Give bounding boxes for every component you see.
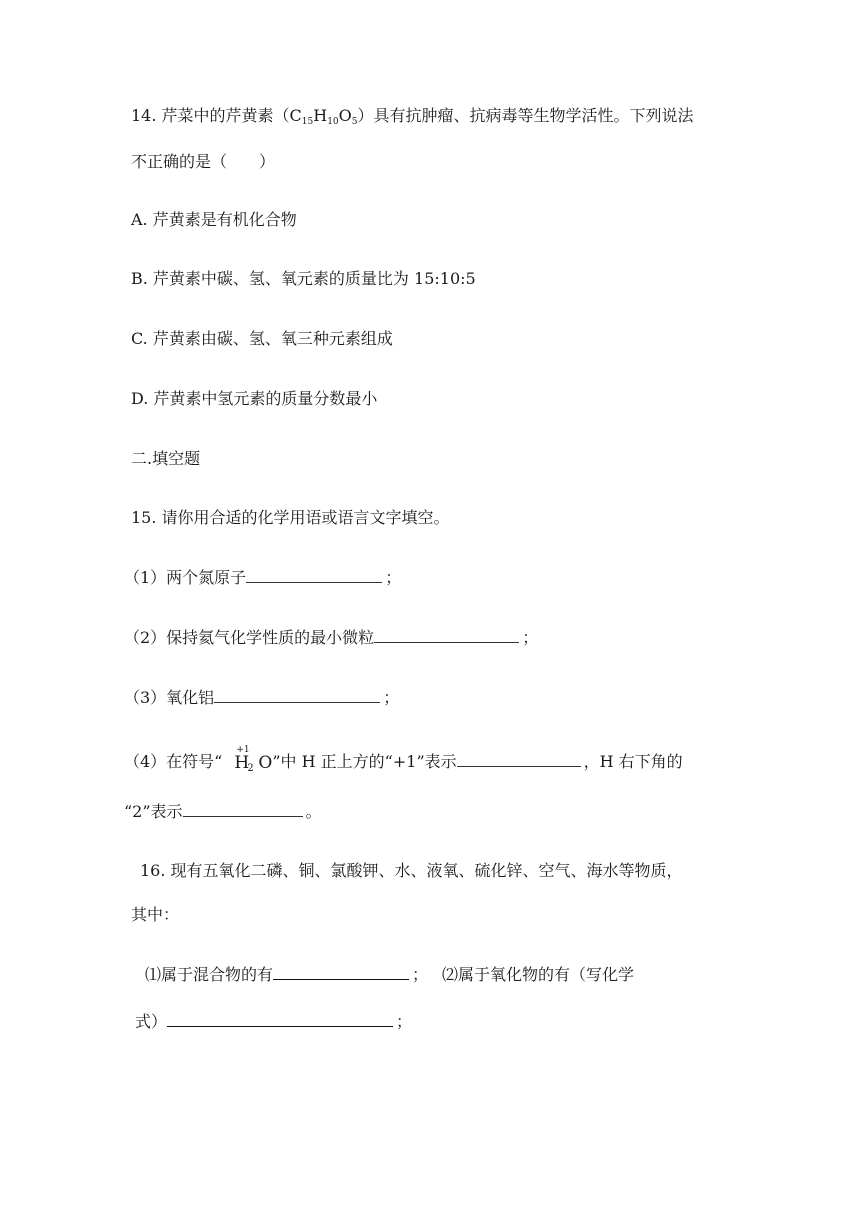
q14-line2: 不正确的是（ ） <box>131 152 276 171</box>
water-formula <box>222 745 273 774</box>
answer-blank[interactable] <box>214 686 380 703</box>
q15-stem: 15. 请你用合适的化学用语或语言文字填空。 <box>131 508 450 527</box>
q15-part1 <box>124 566 401 589</box>
answer-blank[interactable] <box>457 750 581 767</box>
q15-part1-label: （1）两个氮原子 <box>124 568 247 587</box>
q15-part4-pre: （4）在符号“ <box>124 752 223 771</box>
water-formula-h: H <box>234 753 250 773</box>
q14-suffix: ）具有抗肿瘤、抗病毒等生物学活性。下列说法 <box>357 106 694 125</box>
q15-part1-end: ； <box>385 568 402 587</box>
section-title: 二.填空题 <box>131 449 201 468</box>
q16-part1-label: ⑴属于混合物的有 <box>145 965 274 984</box>
q14-formula-h: H <box>313 106 328 125</box>
option-c[interactable]: C. 芹黄素由碳、氢、氧三种元素组成 <box>131 329 393 348</box>
q16-part2-label: ⑵属于氧化物的有（写化学 <box>442 965 635 984</box>
q16-part2-line2-label: 式） <box>135 1012 168 1031</box>
option-b[interactable]: B. 芹黄素中碳、氢、氧元素的质量比为 15:10:5 <box>131 269 476 288</box>
q16-part2-end: ； <box>396 1012 413 1031</box>
q15-part4-line2-label: “2”表示 <box>124 802 183 821</box>
option-a[interactable]: A. 芹黄素是有机化合物 <box>131 210 297 229</box>
q15-part4 <box>124 745 683 774</box>
answer-blank[interactable] <box>374 626 519 643</box>
q15-part4-mid: ”中 H 正上方的“+1”表示 <box>272 752 457 771</box>
q15-part4-line2 <box>124 800 322 823</box>
answer-blank[interactable] <box>183 800 303 817</box>
q15-part2 <box>124 626 538 649</box>
q14-prefix: 14. 芹菜中的芹黄素（C <box>131 106 302 125</box>
option-d[interactable]: D. 芹黄素中氢元素的质量分数最小 <box>131 389 378 408</box>
water-formula-subscript: 2 <box>247 763 254 774</box>
water-formula-o: O <box>258 753 273 773</box>
q16-stem: 16. 现有五氧化二磷、铜、氯酸钾、水、液氧、硫化锌、空气、海水等物质， <box>140 861 683 880</box>
q15-part2-label: （2）保持氦气化学性质的最小微粒 <box>124 628 375 647</box>
answer-blank[interactable] <box>246 566 382 583</box>
q15-part4-end: 。 <box>305 802 322 821</box>
q14-formula-o: O <box>338 106 352 125</box>
q16-part1-end: ； <box>412 965 429 984</box>
q14-formula-o-subscript: 5 <box>351 117 358 127</box>
q16-part1 <box>145 963 634 986</box>
q15-part4-after: ，H 右下角的 <box>583 752 683 771</box>
q16-part2-line2 <box>135 1010 412 1033</box>
answer-blank[interactable] <box>273 963 409 980</box>
q15-part2-end: ； <box>522 628 539 647</box>
q15-part3 <box>124 686 399 709</box>
q15-part3-end: ； <box>383 688 400 707</box>
q14-line1 <box>131 105 694 133</box>
answer-blank[interactable] <box>167 1010 393 1027</box>
q16-stem2: 其中： <box>131 905 180 924</box>
q14-formula-c-subscript: 15 <box>301 117 314 127</box>
q14-formula-h-subscript: 10 <box>327 117 339 127</box>
q15-part3-label: （3）氧化铝 <box>124 688 215 707</box>
valence-charge: +1 <box>236 745 250 755</box>
